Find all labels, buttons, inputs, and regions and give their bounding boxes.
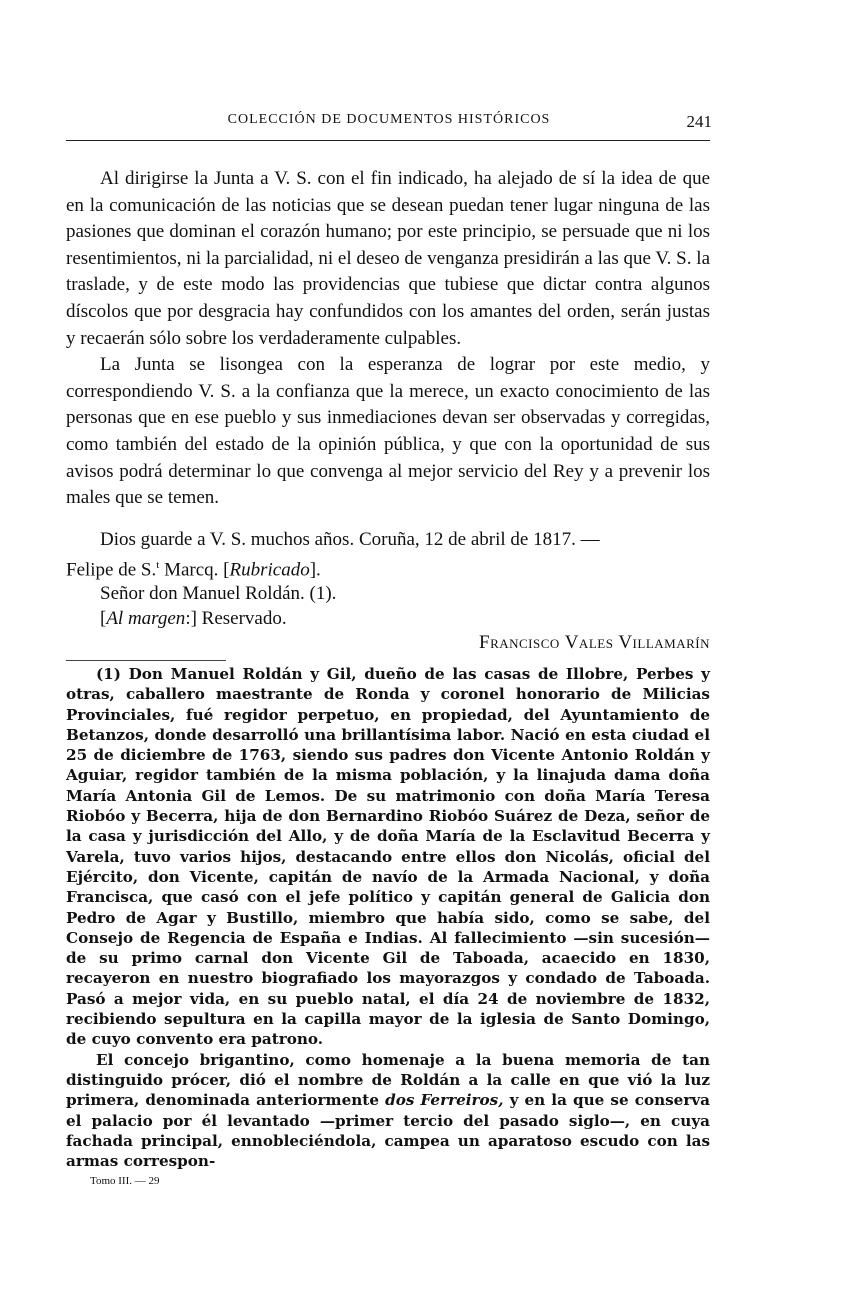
- footnote-p2-text-b: y en la que se conserva el palacio por él levantado —primer tercio del pasado siglo—, en cuya fachada principal, ennobleciéndola, campea un aparatoso escudo con las armas correspon-: [66, 1091, 711, 1171]
- margin-note-line: [66, 607, 710, 632]
- header-rule: [66, 140, 710, 141]
- rubricado-label: Rubricado: [229, 558, 310, 580]
- margin-label: Al margen: [106, 607, 186, 629]
- paragraph-2: La Junta se lisongea con la esperanza de lograr por este medio, y correspondiendo V. S. a la confianza que la merece, un exacto conocimiento de las personas que en ese pueblo y sus inmediaciones devan ser observadas y corregidas, como también del estado de la opinión pública, y que con la oportunidad de sus avisos podrá determinar lo que convenga al mejor servicio del Rey y a prevenir los males que se temen.: [66, 354, 710, 509]
- running-header: COLECCIÓN DE DOCUMENTOS HISTÓRICOS: [227, 112, 551, 127]
- main-text: [66, 166, 710, 512]
- signer-line: [66, 553, 710, 583]
- footnote-rule: [66, 660, 226, 661]
- volume-signature-mark: Tomo III. — 29: [90, 1175, 160, 1187]
- rubricado-close: ].: [309, 558, 321, 580]
- margin-open: [: [100, 607, 107, 629]
- footnote-p2-text-a: El concejo brigantino, como homenaje a la buena memoria de tan distinguido prócer, dió el nombre de Roldán a la calle en que vió la luz primera, denominada anteriormente: [66, 1050, 710, 1110]
- signer-prefix: Felipe de S.: [66, 558, 157, 580]
- margin-close: :] Reservado.: [185, 607, 287, 629]
- letter-closing: [66, 528, 710, 656]
- footnote: [66, 664, 710, 1171]
- paragraph-1: Al dirigirse la Junta a V. S. con el fin indicado, ha alejado de sí la idea de que en la comunicación de las noticias que se desean puedan tener lugar ninguna de las pasiones que dominan el corazón humano; por este principio, se persuade que ni los resentimientos, ni la parcialidad, ni el deseo de venganza presidirán a las que V. S. la traslade, y de este modo las providencias que tubiese que dictar contra algunos díscolos que por desgracia hay confundidos con los amantes del orden, serán justas y recaerán sólo sobre los verdaderamente culpables.: [66, 168, 710, 349]
- page-number: 241: [686, 112, 712, 131]
- footnote-paragraph-2: [66, 1050, 710, 1172]
- signer-rest: Marcq. [: [159, 558, 230, 580]
- author-signature: Francisco Vales Villamarín: [479, 632, 710, 654]
- footnote-paragraph-1: (1) Don Manuel Roldán y Gil, dueño de las casas de Illobre, Perbes y otras, caballero maestrante de Ronda y coronel honorario de Milicias Provinciales, fué regidor perpetuo, en propiedad, del Ayuntamiento de Betanzos, donde desarrolló una brillantísima labor. Nació en esta ciudad el 25 de diciembre de 1763, siendo sus padres don Vicente Antonio Roldán y Aguiar, regidor también de la misma población, y la linajuda dama doña María Antonia Gil de Lemos. De su matrimonio con doña María Teresa Riobóo y Becerra, hija de don Bernardino Riobóo Suárez de Deza, señor de la casa y jurisdicción del Allo, y de doña María de la Esclavitud Becerra y Varela, tuvo varios hijos, destacando entre ellos don Nicolás, oficial del Ejército, don Vicente, capitán de navío de la Armada Nacional, y doña Francisca, que casó con el jefe político y capitán general de Galicia don Pedro de Agar y Bustillo, miembro que había sido, como se sabe, del Consejo de Regencia de España e Indias. Al fallecimiento —sin sucesión— de su primo carnal don Vicente Gil de Taboada, acaecido en 1830, recayeron en nuestro biografiado los mayorazgos y condado de Taboada. Pasó a mejor vida, en su pueblo natal, el día 24 de noviembre de 1832, recibiendo sepultura en la capilla mayor de la iglesia de Santo Domingo, de cuyo convento era patrono.: [66, 665, 710, 1049]
- signer-superscript: t: [156, 558, 160, 571]
- footnote-street-name: dos Ferreiros,: [385, 1091, 504, 1110]
- greeting-line: Dios guarde a V. S. muchos años. Coruña, 12 de abril de 1817. —: [100, 529, 600, 550]
- addressee-line: Señor don Manuel Roldán. (1).: [100, 583, 337, 605]
